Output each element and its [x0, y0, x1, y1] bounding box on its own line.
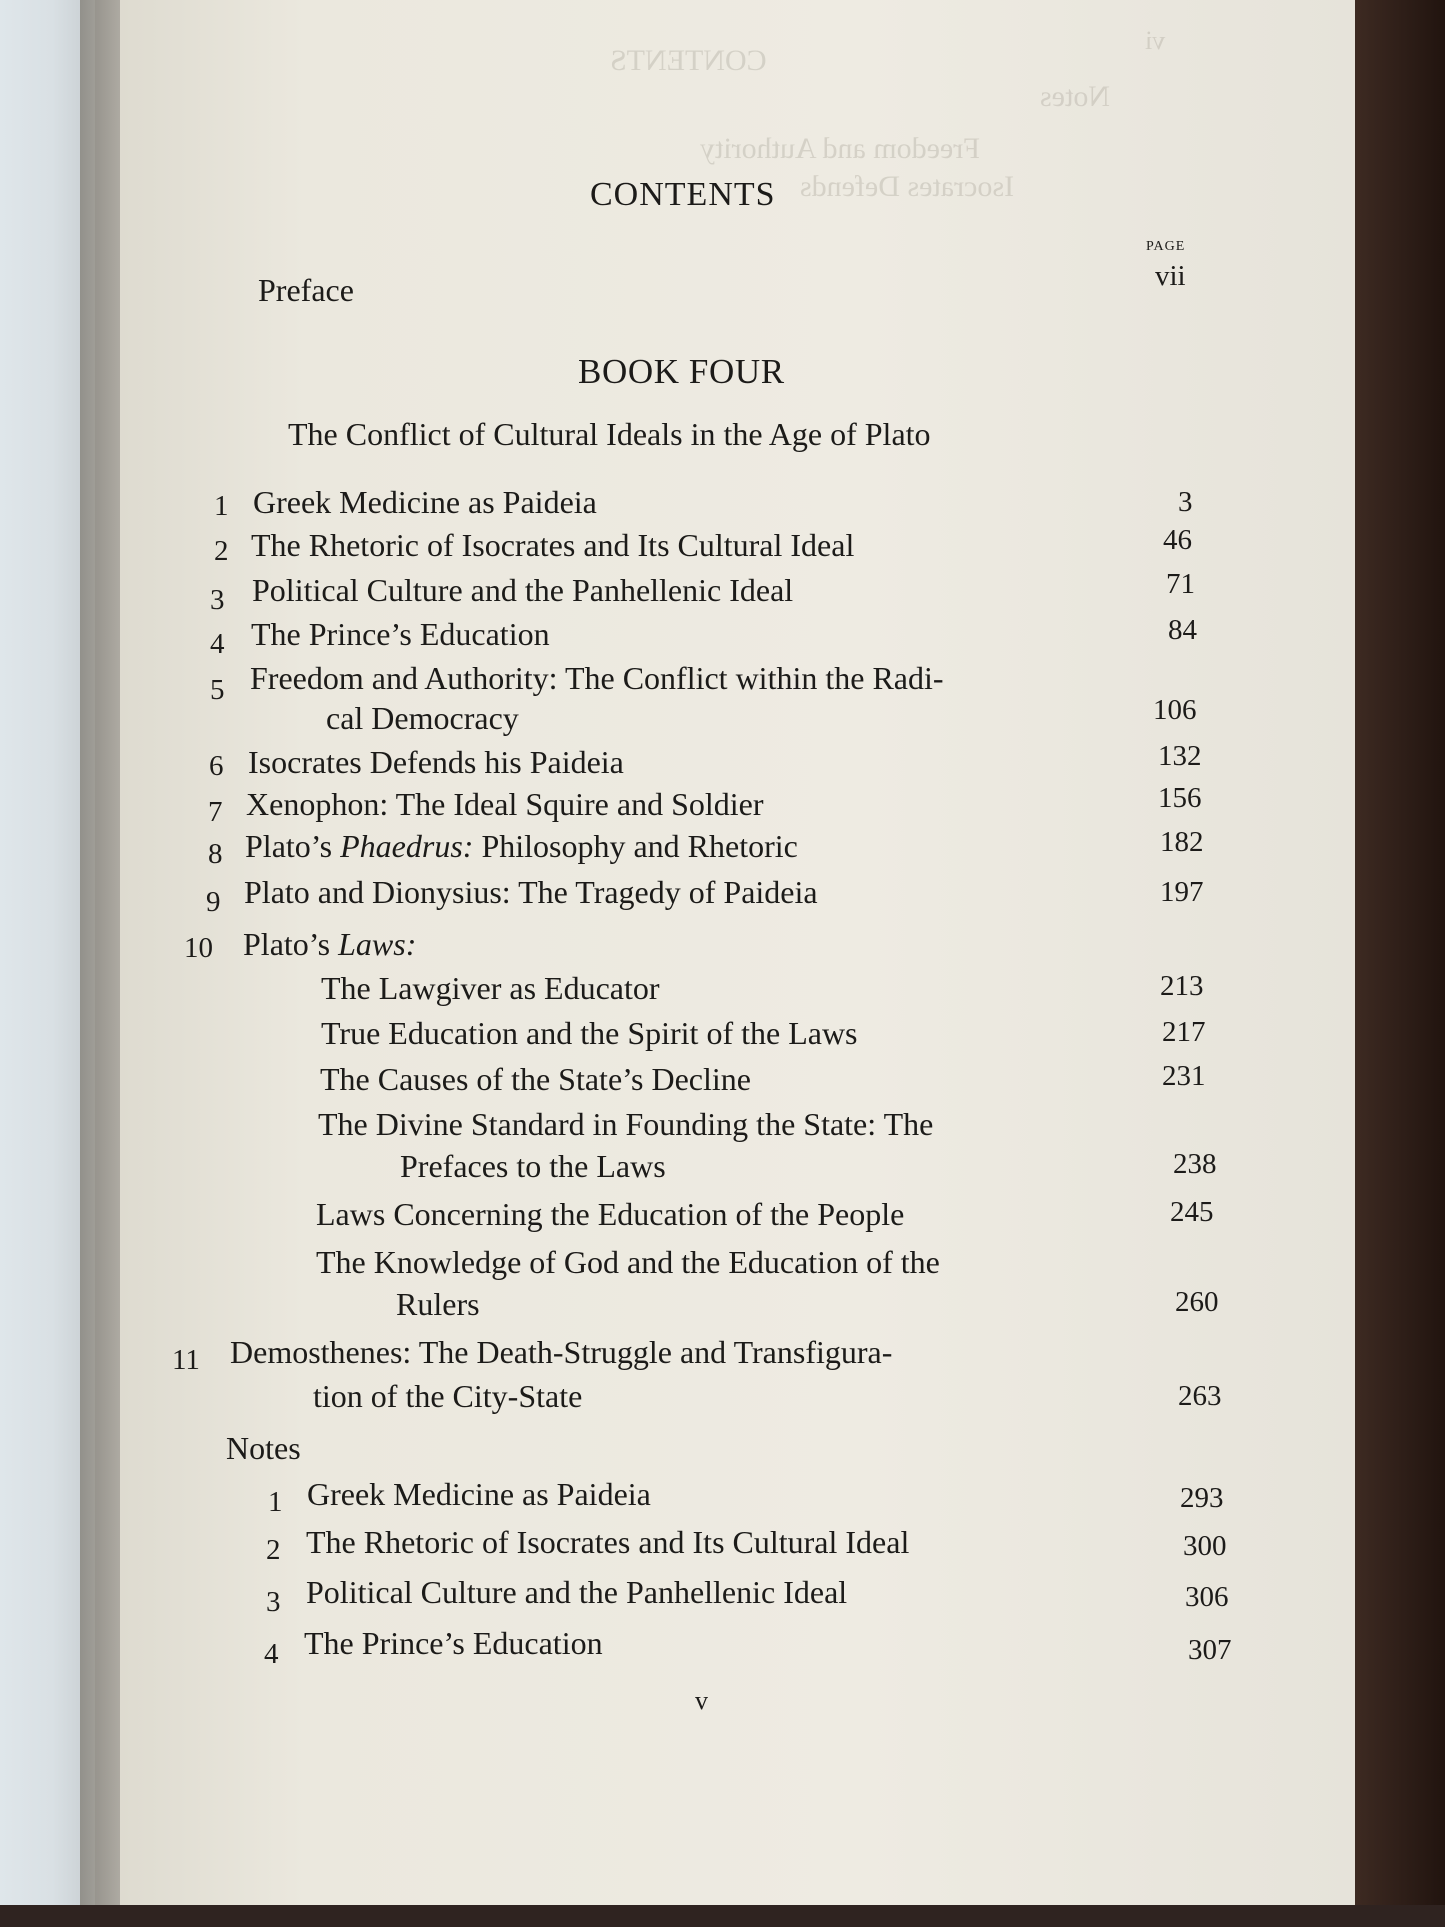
- chapter-page: 46: [1163, 524, 1192, 556]
- chapter-title: The Prince’s Education: [251, 616, 550, 652]
- chapter-title-continuation: cal Democracy: [326, 700, 519, 736]
- subchapter-page: 245: [1170, 1196, 1214, 1228]
- subchapter-page: 231: [1162, 1060, 1206, 1092]
- chapter-page: 182: [1160, 826, 1204, 858]
- chapter-title: Demosthenes: The Death-Struggle and Transfigura-: [230, 1334, 893, 1370]
- subchapter-title: Laws Concerning the Education of the People: [316, 1196, 905, 1232]
- show-through-text: CONTENTS: [610, 44, 767, 77]
- subchapter-title: The Causes of the State’s Decline: [320, 1061, 751, 1097]
- note-page: 300: [1183, 1530, 1227, 1562]
- table-surface: [1355, 0, 1445, 1927]
- chapter-title: Greek Medicine as Paideia: [253, 484, 597, 520]
- chapter-title-continuation: tion of the City-State: [313, 1378, 583, 1414]
- note-page: 306: [1185, 1581, 1229, 1613]
- subchapter-title: True Education and the Spirit of the Laws: [321, 1015, 858, 1051]
- note-page: 293: [1180, 1482, 1224, 1514]
- note-title: The Rhetoric of Isocrates and Its Cultural Ideal: [306, 1524, 910, 1560]
- note-title: Political Culture and the Panhellenic Ideal: [306, 1574, 848, 1610]
- chapter-title-part: Plato’s: [245, 828, 341, 864]
- chapter-title-part: Philosophy and Rhetoric: [473, 828, 798, 864]
- chapter-title: Xenophon: The Ideal Squire and Soldier: [246, 786, 764, 822]
- show-through-text: Freedom and Authority: [700, 132, 980, 165]
- notes-heading: Notes: [226, 1430, 301, 1466]
- subchapter-page: 260: [1175, 1286, 1219, 1318]
- subchapter-title-continuation: Rulers: [396, 1286, 480, 1322]
- page-bottom-edge: [0, 1905, 1445, 1927]
- chapter-page: 197: [1160, 876, 1204, 908]
- note-number: 3: [266, 1586, 281, 1618]
- chapter-number: 7: [208, 796, 223, 828]
- chapter-page: 84: [1168, 614, 1197, 646]
- show-through-text: Notes: [1040, 80, 1110, 113]
- subchapter-title: The Lawgiver as Educator: [321, 970, 660, 1006]
- book-subtitle: The Conflict of Cultural Ideals in the Age of Plato: [288, 416, 931, 452]
- chapter-number: 3: [210, 584, 225, 616]
- note-number: 4: [264, 1638, 279, 1670]
- chapter-page: 71: [1166, 568, 1195, 600]
- chapter-page: 156: [1158, 782, 1202, 814]
- chapter-title: Plato and Dionysius: The Tragedy of Paideia: [244, 874, 818, 910]
- note-number: 2: [266, 1534, 281, 1566]
- chapter-title: The Rhetoric of Isocrates and Its Cultural Ideal: [251, 527, 855, 563]
- chapter-number: 10: [184, 932, 213, 964]
- note-page: 307: [1188, 1634, 1232, 1666]
- chapter-title: Isocrates Defends his Paideia: [248, 744, 624, 780]
- chapter-number: 6: [209, 750, 224, 782]
- note-title: Greek Medicine as Paideia: [307, 1476, 651, 1512]
- work-title: Laws:: [338, 926, 417, 962]
- note-title: The Prince’s Education: [304, 1625, 603, 1661]
- work-title: Phaedrus:: [340, 828, 474, 864]
- show-through-text: vi: [1145, 26, 1166, 55]
- chapter-number: 1: [214, 490, 229, 522]
- chapter-number: 2: [214, 535, 229, 567]
- chapter-title: [245, 830, 798, 862]
- subchapter-title: The Knowledge of God and the Education of the: [316, 1244, 940, 1280]
- chapter-title: [243, 928, 416, 960]
- chapter-page: 132: [1158, 740, 1202, 772]
- preface-label: Preface: [258, 272, 354, 308]
- subchapter-page: 213: [1160, 970, 1204, 1002]
- chapter-title: Freedom and Authority: The Conflict within the Radi-: [250, 660, 944, 696]
- chapter-number: 4: [210, 628, 225, 660]
- chapter-title-part: Plato’s: [243, 926, 339, 962]
- book-heading: BOOK FOUR: [578, 352, 785, 391]
- chapter-page: 3: [1178, 486, 1193, 518]
- chapter-number: 8: [208, 838, 223, 870]
- folio-page-number: v: [695, 1686, 708, 1715]
- subchapter-title: The Divine Standard in Founding the State: The: [318, 1106, 934, 1142]
- subchapter-page: 217: [1162, 1016, 1206, 1048]
- chapter-number: 5: [210, 674, 225, 706]
- subchapter-page: 238: [1173, 1148, 1217, 1180]
- chapter-page: 263: [1178, 1380, 1222, 1412]
- subchapter-title-continuation: Prefaces to the Laws: [400, 1148, 666, 1184]
- contents-title: CONTENTS: [590, 176, 776, 213]
- chapter-number: 9: [206, 886, 221, 918]
- chapter-page: 106: [1153, 694, 1197, 726]
- note-number: 1: [268, 1486, 283, 1518]
- page-column-label: PAGE: [1146, 239, 1186, 254]
- preface-page: vii: [1155, 260, 1186, 292]
- chapter-title: Political Culture and the Panhellenic Ideal: [252, 572, 794, 608]
- chapter-number: 11: [172, 1344, 200, 1376]
- show-through-text: Isocrates Defends: [800, 170, 1015, 203]
